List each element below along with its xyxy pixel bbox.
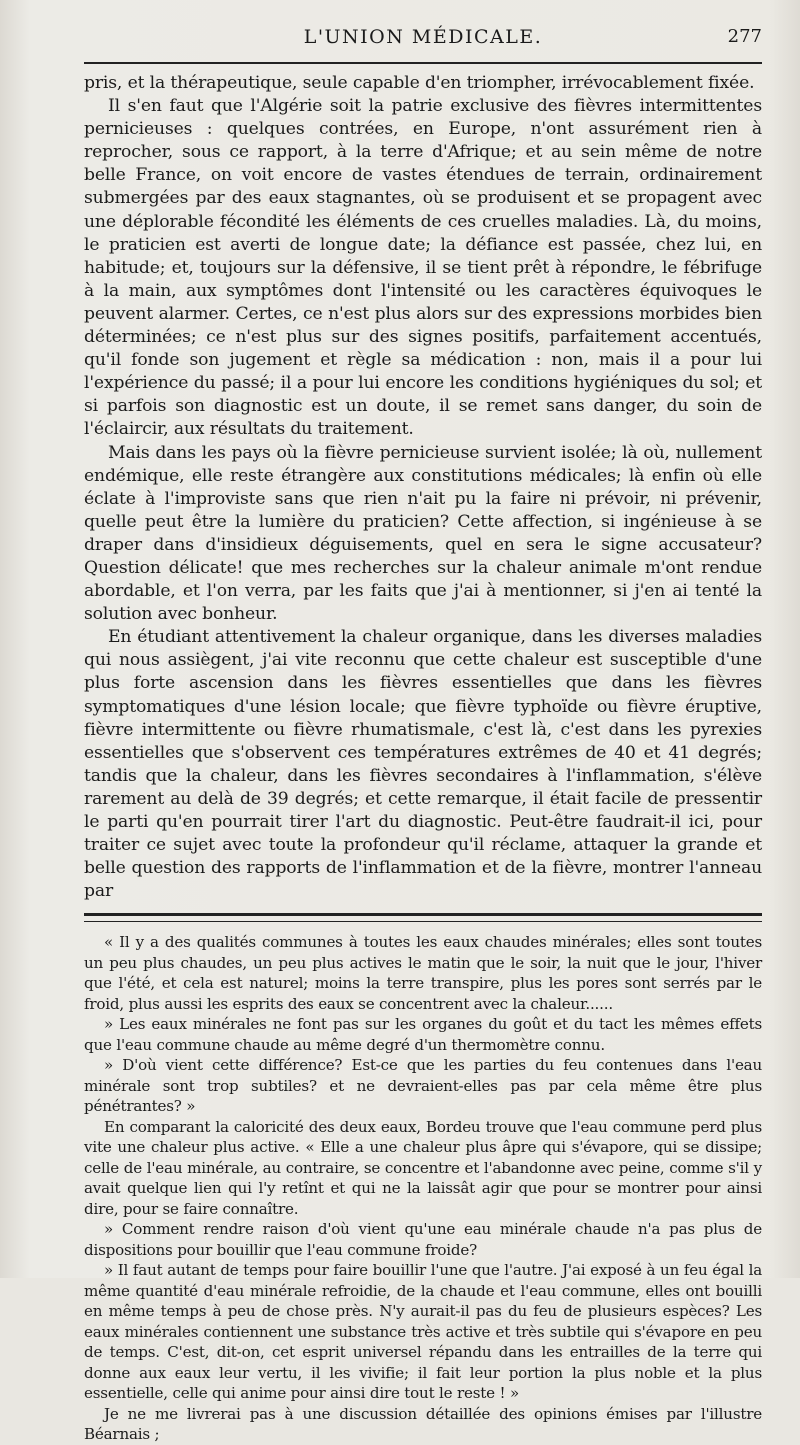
- footnote-paragraph: Je ne me livrerai pas à une discussion détaillée des opinions émises par l'illustre Béarnais ;: [84, 1404, 762, 1444]
- main-text: [84, 72, 762, 903]
- paragraph: En étudiant attentivement la chaleur organique, dans les diverses maladies qui nous assiègent, j'ai vite reconnu que cette chaleur est susceptible d'une plus forte ascension dans les fièvres essentielles que dans les fièvres symptomatiques d'une lésion locale; que fièvre typhoïde ou fièvre éruptive, fièvre intermittente ou fièvre rhumatismale, c'est là, c'est dans les pyrexies essentielles que s'observent ces températures extrêmes de 40 et 41 degrés; tandis que la chaleur, dans les fièvres secondaires à l'inflammation, s'élève rarement au delà de 39 degrés; et cette remarque, il était facile de pressentir le parti qu'en pourrait tirer l'art du diagnostic. Peut-être faudrait-il ici, pour traiter ce sujet avec toute la profondeur qu'il réclame, attaquer la grande et belle question des rapports de l'inflammation et de la fièvre, montrer l'anneau par: [84, 627, 762, 902]
- header-rule: [84, 62, 762, 64]
- paragraph: pris, et la thérapeutique, seule capable d'en triompher, irrévocablement fixée.: [84, 73, 755, 93]
- footnote-paragraph: » Il faut autant de temps pour faire bouillir l'une que l'autre. J'ai exposé à un feu égal la même quantité d'eau minérale refroidie, de la chaude et l'eau commune, elles ont bouilli en même temps à peu de chose près. N'y aurait-il pas du feu de plusieurs espèces? Les eaux minérales contiennent une substance très active et très subtile qui s'évapore en peu de temps. C'est, dit-on, cet esprit universel répandu dans les entrailles de la terre qui donne aux eaux leur vertu, il les vivifie; il fait leur portion la plus noble et la plus essentielle, celle qui anime pour ainsi dire tout le reste ! »: [84, 1261, 762, 1403]
- running-title: L'UNION MÉDICALE.: [303, 26, 543, 48]
- footnote-paragraph: » Comment rendre raison d'où vient qu'une eau minérale chaude n'a pas plus de dispositions pour bouillir que l'eau commune froide?: [84, 1220, 762, 1259]
- footnote-separator: [84, 913, 762, 922]
- footnotes: [84, 932, 762, 1445]
- footnote-paragraph: » Les eaux minérales ne font pas sur les organes du goût et du tact les mêmes effets que l'eau commune chaude au même degré d'un thermomètre connu.: [84, 1015, 762, 1054]
- footnote-paragraph: « Il y a des qualités communes à toutes les eaux chaudes minérales; elles sont toutes un peu plus chaudes, un peu plus actives le matin que le soir, la nuit que le jour, l'hiver que l'été, et cela est naturel; moins la terre transpire, plus les pores sont serrés par le froid, plus aussi les esprits des eaux se concentrent avec la chaleur......: [84, 933, 762, 1013]
- paragraph: Mais dans les pays où la fièvre pernicieuse survient isolée; là où, nullement endémique, elle reste étrangère aux constitutions médicales; là enfin où elle éclate à l'improviste sans que rien n'ait pu la faire ni prévoir, ni prévenir, quelle peut être la lumière du praticien? Cette affection, si ingénieuse à se draper dans d'insidieux déguisements, quel en sera le signe accusateur? Question délicate! que mes recherches sur la chaleur animale m'ont rendue abordable, et l'on verra, par les faits que j'ai à mentionner, si j'en ai tenté la solution avec bonheur.: [84, 442, 762, 625]
- page-header: [84, 24, 762, 56]
- footnote-paragraph: En comparant la caloricité des deux eaux, Bordeu trouve que l'eau commune perd plus vite une chaleur plus active. « Elle a une chaleur plus âpre qui s'évapore, qui se dissipe; celle de l'eau minérale, au contraire, se concentre et l'abandonne avec peine, comme s'il y avait quelque lien qui l'y retînt et qui ne la laissât agir que pour se montrer pour ainsi dire, pour se faire connaître.: [84, 1117, 762, 1218]
- footnote-paragraph: » D'où vient cette différence? Est-ce que les parties du feu contenues dans l'eau minérale sont trop subtiles? et ne devraient-elles pas par cela même être plus pénétrantes? »: [84, 1056, 762, 1116]
- page-number: 277: [727, 26, 762, 47]
- paragraph: Il s'en faut que l'Algérie soit la patrie exclusive des fièvres intermittentes pernicieuses : quelques contrées, en Europe, n'ont assurément rien à reprocher, sous ce rapport, à la terre d'Afrique; et au sein même de notre belle France, on voit encore de vastes étendues de terrain, ordinairement submergées par des eaux stagnantes, où se produisent et se propagent avec une déplorable fécondité les éléments de ces cruelles maladies. Là, du moins, le praticien est averti de longue date; la défiance est passée, chez lui, en habitude; et, toujours sur la défensive, il se tient prêt à répondre, le fébrifuge à la main, aux symptômes dont l'intensité ou les caractères équivoques le peuvent alarmer. Certes, ce n'est plus alors sur des expressions morbides bien déterminées; ce n'est plus sur des signes positifs, parfaitement accentués, qu'il fonde son jugement et règle sa médication : non, mais il a pour lui l'expérience du passé; il a pour lui encore les conditions hygiéniques du sol; et si parfois son diagnostic est un doute, il se remet sans danger, du soin de l'éclaircir, aux résultats du traitement.: [84, 96, 762, 440]
